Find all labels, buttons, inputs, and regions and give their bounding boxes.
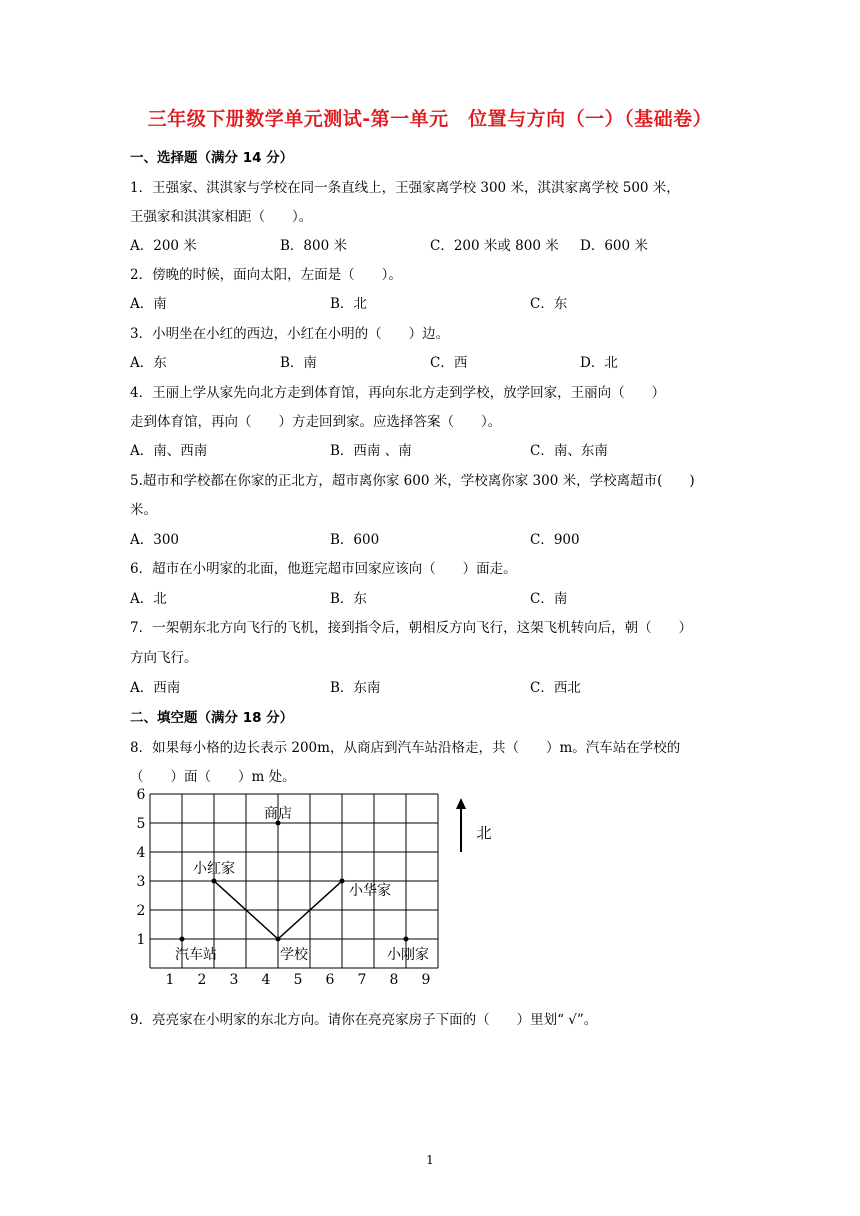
question-7-option-b: B．东南 [330,680,381,696]
y-tick-label: 6 [136,787,146,803]
question-5-option-b: B．600 [330,532,380,548]
question-1-option-c: C．200 米或 800 米 [430,238,559,254]
question-2-option-b: B．北 [330,296,367,312]
question-8-line-1: 8．如果每小格的边长表示 200m，从商店到汽车站沿格走，共（ ）m。汽车站在学校的 [130,740,681,756]
x-tick-label: 8 [389,972,399,988]
question-5-option-a: A．300 [130,532,180,548]
question-4-option-a: A．南、西南 [130,443,208,459]
question-3-option-b: B．南 [280,355,317,371]
question-6-text: 6．超市在小明家的北面，他逛完超市回家应该向（ ）面走。 [130,561,517,577]
y-tick-label: 2 [136,903,146,919]
question-1-option-b: B．800 米 [280,238,347,254]
question-9-text: 9．亮亮家在小明家的东北方向。请你在亮亮家房子下面的（ ）里划“ √”。 [130,1012,598,1028]
question-1-line-1: 1．王强家、淇淇家与学校在同一条直线上，王强家离学校 300 米，淇淇家离学校 500 米， [130,180,680,196]
question-6-option-a: A．北 [130,591,167,607]
x-tick-label: 9 [421,972,431,988]
place-label: 小刚家 [387,947,429,963]
y-tick-label: 1 [136,932,146,948]
x-tick-label: 4 [261,972,271,988]
question-2-option-a: A．南 [130,296,167,312]
section-heading-choice: 一、选择题（满分 14 分） [130,150,294,166]
place-point [404,937,409,942]
question-4-option-b: B．西南 、南 [330,443,412,459]
question-1-option-a: A．200 米 [130,238,197,254]
y-tick-label: 4 [136,845,146,861]
north-arrow-head-icon [456,798,466,809]
question-4-line-1: 4．王丽上学从家先向北方走到体育馆，再向东北方走到学校，放学回家，王丽向（ ） [130,385,666,401]
question-6-option-b: B．东 [330,591,367,607]
place-label: 商店 [264,806,292,822]
place-label: 小华家 [349,883,391,899]
question-5-line-2: 米。 [130,502,157,518]
page-number: 1 [426,1153,434,1167]
y-tick-label: 5 [136,816,146,832]
place-label: 学校 [280,947,308,963]
question-5-option-c: C．900 [530,532,580,548]
y-tick-label: 3 [136,874,146,890]
question-4-option-c: C．南、东南 [530,443,608,459]
question-7-line-1: 7．一架朝东北方向飞行的飞机，接到指令后，朝相反方向飞行，这架飞机转向后，朝（ ） [130,620,693,636]
question-8-line-2: （ ）面（ ）m 处。 [130,769,296,785]
x-tick-label: 7 [357,972,367,988]
x-tick-label: 1 [165,972,175,988]
page-title: 三年级下册数学单元测试-第一单元 位置与方向（一）（基础卷） [147,108,713,130]
place-label: 汽车站 [175,947,217,963]
x-tick-label: 3 [229,972,239,988]
section-heading-fill-in: 二、填空题（满分 18 分） [130,710,294,726]
north-label: 北 [476,824,492,842]
place-point [340,879,345,884]
question-6-option-c: C．南 [530,591,568,607]
question-3-option-a: A．东 [130,355,167,371]
question-4-line-2: 走到体育馆，再向（ ）方走回到家。应选择答案（ ）。 [130,414,502,430]
question-7-option-a: A．西南 [130,680,181,696]
x-tick-label: 5 [293,972,303,988]
place-point [276,937,281,942]
x-tick-label: 6 [325,972,335,988]
question-5-line-1: 5.超市和学校都在你家的正北方，超市离你家 600 米，学校离你家 300 米，学校离超市( ) [130,473,695,489]
place-point [180,937,185,942]
place-label: 小红家 [193,861,235,877]
question-2-option-c: C．东 [530,296,568,312]
question-3-option-c: C．西 [430,355,468,371]
x-tick-label: 2 [197,972,207,988]
place-point [212,879,217,884]
question-7-option-c: C．西北 [530,680,581,696]
question-7-line-2: 方向飞行。 [130,650,198,666]
question-2-text: 2．傍晚的时候，面向太阳，左面是（ ）。 [130,267,402,283]
question-3-text: 3．小明坐在小红的西边，小红在小明的（ ）边。 [130,326,450,342]
coordinate-grid-map [130,787,510,988]
question-3-option-d: D．北 [580,355,618,371]
question-1-line-2: 王强家和淇淇家相距（ ）。 [130,209,313,225]
question-1-option-d: D．600 米 [580,238,648,254]
